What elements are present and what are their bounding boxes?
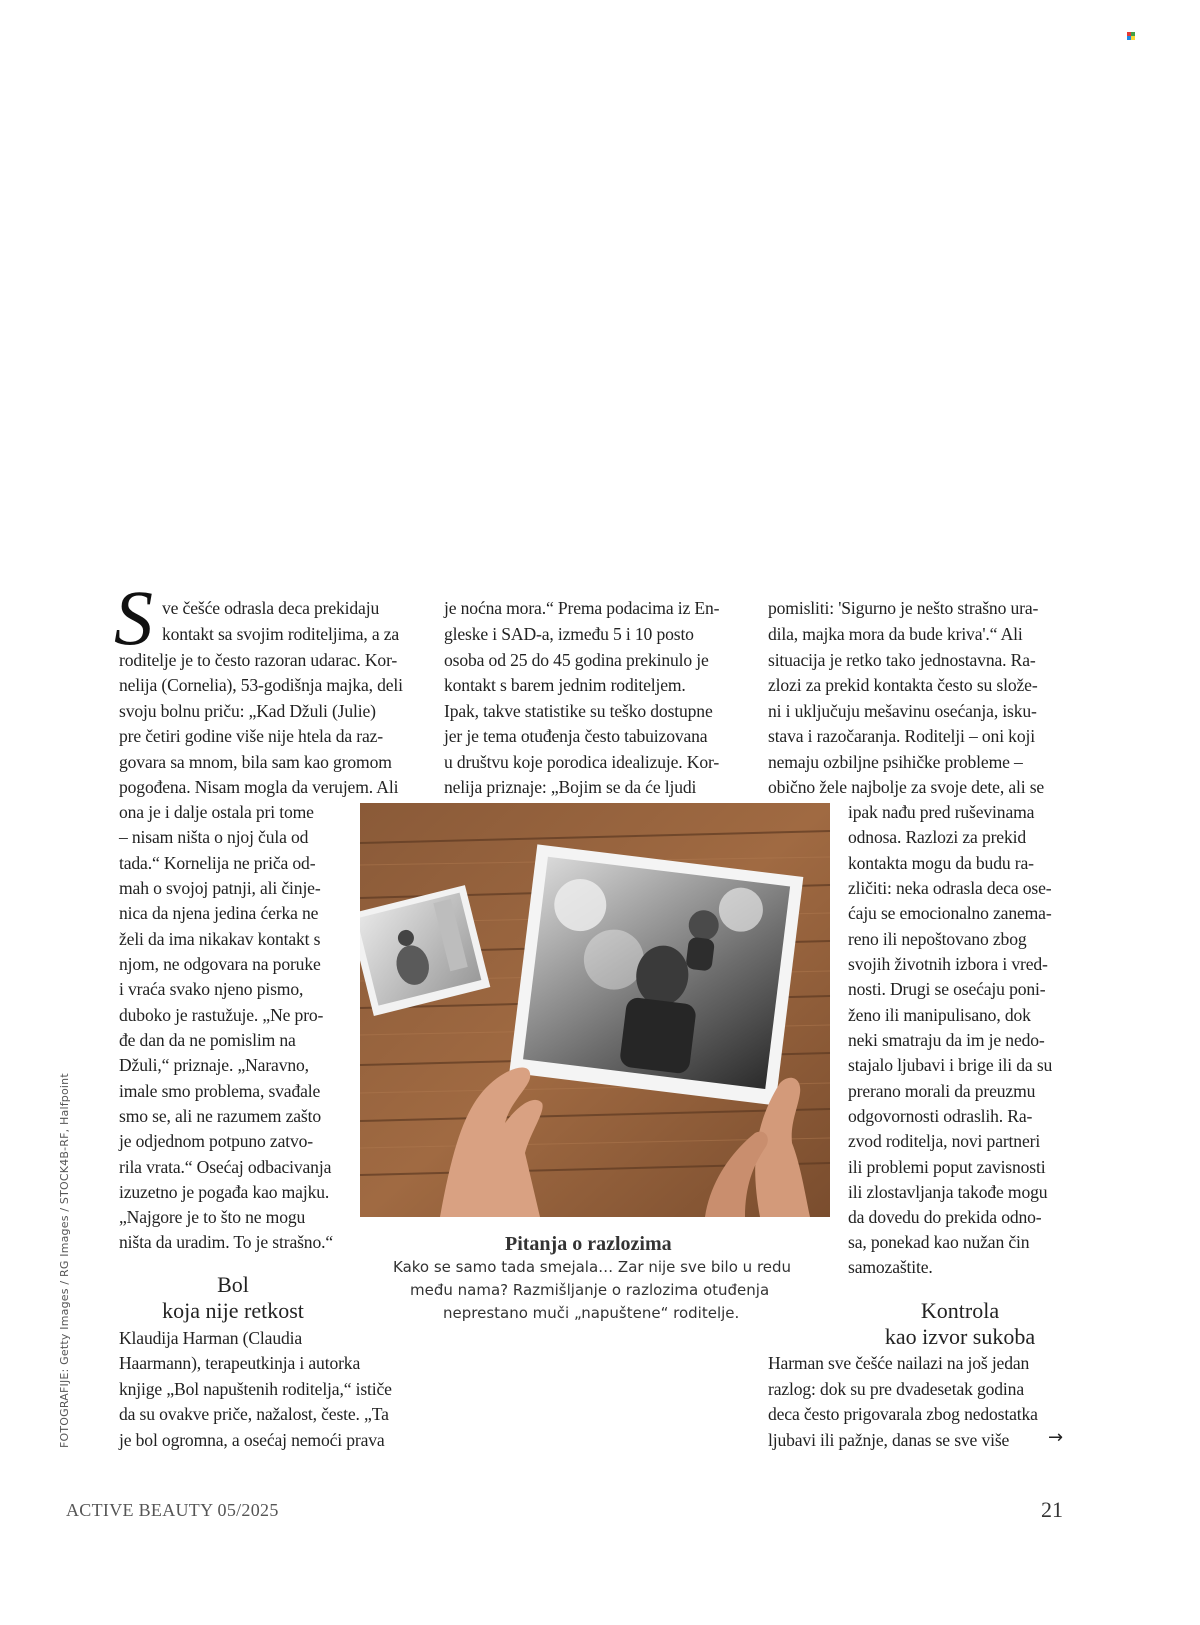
body-line: „Najgore je to što ne mogu bbox=[119, 1207, 306, 1227]
drop-cap: S bbox=[114, 574, 153, 661]
body-line: u društvu koje porodica idealizuje. Kor- bbox=[444, 752, 720, 772]
body-line: Klaudija Harman (Claudia bbox=[119, 1328, 303, 1348]
body-line: neki smatraju da im je nedo- bbox=[848, 1030, 1045, 1050]
body-line: nelija priznaje: „Bojim se da će ljudi bbox=[444, 777, 697, 797]
body-line: Haarmann), terapeutkinja i autorka bbox=[119, 1353, 361, 1373]
section-heading-kontrola bbox=[840, 1298, 1080, 1350]
photo-caption-line: neprestano muči „napuštene“ roditelje. bbox=[443, 1304, 740, 1322]
body-line: želi da ima nikakav kontakt s bbox=[119, 929, 321, 949]
body-line: pre četiri godine više nije htela da raz- bbox=[119, 726, 383, 746]
heading-line: kao izvor sukoba bbox=[884, 1324, 1036, 1349]
body-line: imale smo problema, svađale bbox=[119, 1081, 321, 1101]
body-line: situacija je retko tako jednostavna. Ra- bbox=[768, 650, 1036, 670]
body-line: ili problemi poput zavisnosti bbox=[848, 1157, 1046, 1177]
body-line: kontakta mogu da budu ra- bbox=[848, 853, 1034, 873]
body-line: ona je i dalje ostala pri tome bbox=[119, 802, 314, 822]
body-line: rila vrata.“ Osećaj odbacivanja bbox=[119, 1157, 332, 1177]
magazine-footer: ACTIVE BEAUTY 05/2025 bbox=[66, 1500, 279, 1520]
photo-credit: FOTOGRAFIJE: Getty Images / RG Images / STOCK4B-RF, Halfpoint bbox=[58, 1073, 71, 1448]
body-line: je bol ogromna, a osećaj nemoći prava bbox=[119, 1430, 385, 1450]
body-line: gleske i SAD-a, između 5 i 10 posto bbox=[444, 624, 694, 644]
heading-line: Bol bbox=[217, 1272, 249, 1297]
body-line: svojih životnih izbora i vred- bbox=[848, 954, 1048, 974]
body-line: stava i razočaranja. Roditelji – oni koji bbox=[768, 726, 1035, 746]
body-line: je odjednom potpuno zatvo- bbox=[119, 1131, 313, 1151]
body-line: jer je tema otuđenja često tabuizovana bbox=[444, 726, 708, 746]
body-line: pogođena. Nisam mogla da verujem. Ali bbox=[119, 777, 399, 797]
article-photo bbox=[360, 803, 830, 1217]
body-line: osoba od 25 do 45 godina prekinulo je bbox=[444, 650, 709, 670]
body-line: – nisam ništa o njoj čula od bbox=[119, 827, 309, 847]
body-line: i vraća svako njeno pismo, bbox=[119, 979, 304, 999]
body-line: ni i uključuju mešavinu osećanja, isku- bbox=[768, 701, 1037, 721]
body-line: kontakt sa svojim roditeljima, a za bbox=[162, 624, 400, 644]
body-line: tada.“ Kornelija ne priča od- bbox=[119, 853, 316, 873]
body-line: zlozi za prekid kontakta često su slože- bbox=[768, 675, 1038, 695]
photo-caption-line: Kako se samo tada smejala… Zar nije sve bilo u redu bbox=[393, 1258, 792, 1276]
body-line: Ipak, takve statistike su teško dostupne bbox=[444, 701, 713, 721]
body-line: dila, majka mora da bude kriva'.“ Ali bbox=[768, 624, 1023, 644]
corner-color-mark bbox=[1127, 32, 1135, 40]
body-line: Harman sve češće nailazi na još jedan bbox=[768, 1353, 1030, 1373]
body-line: roditelje je to često razoran udarac. Kor- bbox=[119, 650, 398, 670]
body-line: razlog: dok su pre dvadesetak godina bbox=[768, 1379, 1024, 1399]
body-line: pomisliti: 'Sigurno je nešto strašno ura- bbox=[768, 598, 1039, 618]
body-line: obično žele najbolje za svoje dete, ali se bbox=[768, 777, 1045, 797]
body-line: nemaju ozbiljne psihičke probleme – bbox=[768, 752, 1023, 772]
heading-line: koja nije retkost bbox=[162, 1298, 304, 1323]
continue-arrow-icon: → bbox=[1048, 1427, 1063, 1448]
body-line: ili zlostavljanja takođe mogu bbox=[848, 1182, 1048, 1202]
body-line: ipak nađu pred ruševinama bbox=[848, 802, 1035, 822]
body-line: ve češće odrasla deca prekidaju bbox=[162, 598, 380, 618]
page-number: 21 bbox=[1041, 1497, 1063, 1522]
body-line: nica da njena jedina ćerka ne bbox=[119, 903, 319, 923]
body-line: mah o svojoj patnji, ali činje- bbox=[119, 878, 321, 898]
body-line: deca često prigovarala zbog nedostatka bbox=[768, 1404, 1038, 1424]
body-line: stajalo ljubavi i brige ili da su bbox=[848, 1055, 1053, 1075]
body-line: nosti. Drugi se osećaju poni- bbox=[848, 979, 1046, 999]
body-line: kontakt s barem jednim roditeljem. bbox=[444, 675, 686, 695]
body-line: zličiti: neka odrasla deca ose- bbox=[848, 878, 1052, 898]
body-line: Džuli,“ priznaje. „Naravno, bbox=[119, 1055, 309, 1075]
body-line: reno ili nepoštovano zbog bbox=[848, 929, 1027, 949]
photo-caption-line: među nama? Razmišljanje o razlozima otuđenja bbox=[410, 1281, 770, 1299]
body-line: đe dan da ne pomislim na bbox=[119, 1030, 296, 1050]
body-line: zvod roditelja, novi partneri bbox=[848, 1131, 1041, 1151]
body-line: da dovedu do prekida odno- bbox=[848, 1207, 1042, 1227]
section-heading-bol bbox=[119, 1272, 347, 1324]
body-line: duboko je rastužuje. „Ne pro- bbox=[119, 1005, 324, 1025]
body-line: knjige „Bol napuštenih roditelja,“ ističe bbox=[119, 1379, 392, 1399]
body-line: ženo ili manipulisano, dok bbox=[848, 1005, 1031, 1025]
body-line: smo se, ali ne razumem zašto bbox=[119, 1106, 321, 1126]
body-line: je noćna mora.“ Prema podacima iz En- bbox=[444, 598, 720, 618]
body-line: sa, ponekad kao nužan čin bbox=[848, 1232, 1030, 1252]
body-line: odgovornosti odraslih. Ra- bbox=[848, 1106, 1033, 1126]
body-line: izuzetno je pogađa kao majku. bbox=[119, 1182, 330, 1202]
body-line: da su ovakve priče, nažalost, česte. „Ta bbox=[119, 1404, 389, 1424]
body-line: ljubavi ili pažnje, danas se sve više bbox=[768, 1430, 1010, 1450]
body-line: ćaju se emocionalno zanema- bbox=[848, 903, 1052, 923]
heading-line: Kontrola bbox=[920, 1298, 1000, 1323]
body-line: govara sa mnom, bila sam kao gromom bbox=[119, 752, 392, 772]
body-line: samozaštite. bbox=[848, 1257, 933, 1277]
body-line: odnosa. Razlozi za prekid bbox=[848, 827, 1026, 847]
body-line: njom, ne odgovara na poruke bbox=[119, 954, 321, 974]
photo-caption-title: Pitanja o razlozima bbox=[505, 1233, 672, 1255]
body-line: nelija (Cornelia), 53-godišnja majka, deli bbox=[119, 675, 403, 695]
body-line: ništa da uradim. To je strašno.“ bbox=[119, 1232, 334, 1252]
body-line: svoju bolnu priču: „Kad Džuli (Julie) bbox=[119, 701, 376, 721]
body-line: prerano morali da preuzmu bbox=[848, 1081, 1036, 1101]
